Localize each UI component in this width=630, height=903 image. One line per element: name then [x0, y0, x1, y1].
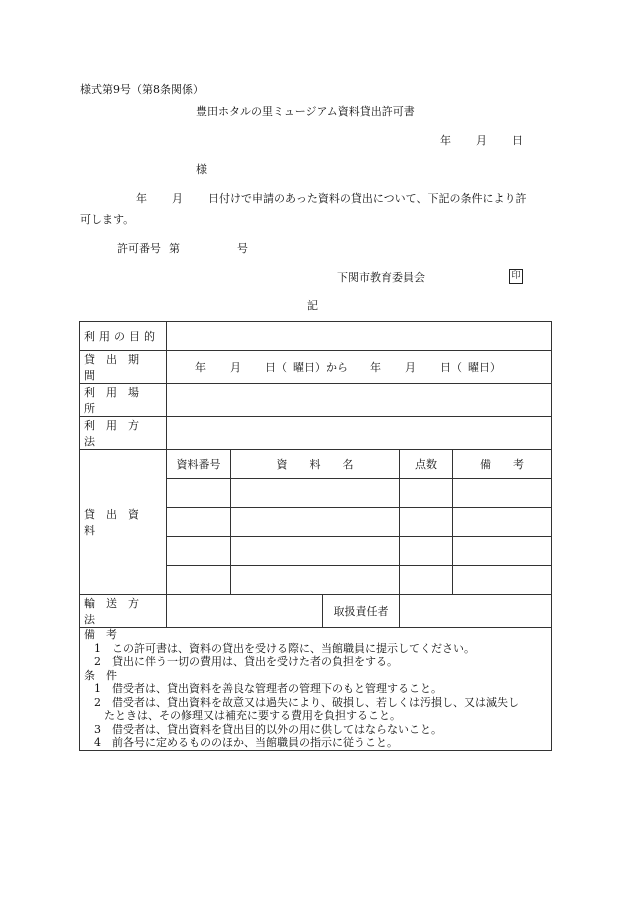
- material-count-cell[interactable]: [400, 508, 453, 537]
- handler-label: 取扱責任者: [323, 595, 400, 628]
- application-year: 年: [136, 192, 147, 205]
- material-name-cell[interactable]: [231, 566, 400, 595]
- material-number-cell[interactable]: [167, 508, 231, 537]
- method-field[interactable]: [167, 417, 552, 450]
- issue-date: [440, 135, 523, 146]
- period-m1: 月: [230, 361, 241, 374]
- period-dow1: 曜日）から: [293, 361, 348, 374]
- materials-header-row: [80, 450, 552, 479]
- material-count-cell[interactable]: [400, 566, 453, 595]
- col-header-number: 資料番号: [167, 450, 231, 479]
- period-d2: 日（: [440, 361, 462, 374]
- period-y2: 年: [370, 361, 381, 374]
- conditions-heading: 条 件: [84, 668, 117, 682]
- purpose-label: 利用の目的: [80, 322, 167, 351]
- material-count-cell[interactable]: [400, 479, 453, 508]
- transport-field[interactable]: [167, 595, 323, 628]
- period-m2: 月: [405, 361, 416, 374]
- purpose-row: [80, 322, 552, 351]
- body-text-rest: 日付けで申請のあった資料の貸出について、下記の条件により許: [208, 192, 527, 205]
- date-day: 日: [512, 134, 523, 147]
- method-label: 利用方法: [80, 417, 167, 450]
- material-name-cell[interactable]: [231, 479, 400, 508]
- remarks-heading: 備 考: [84, 628, 117, 641]
- transport-label: 輸送方法: [80, 595, 167, 628]
- form-number: 様式第9号（第8条関係）: [80, 83, 204, 96]
- material-remarks-cell[interactable]: [453, 537, 552, 566]
- conditions-item: 4 前各号に定めるもののほか、当館職員の指示に従うこと。: [94, 736, 398, 749]
- handler-field[interactable]: [400, 595, 552, 628]
- material-number-cell[interactable]: [167, 479, 231, 508]
- remarks-item: 2 貸出に伴う一切の費用は、貸出を受けた者の負担をする。: [94, 655, 398, 668]
- permit-number-line: [117, 243, 248, 254]
- period-row: [80, 351, 552, 384]
- date-year: 年: [440, 134, 451, 147]
- conditions-item: 1 借受者は、貸出資料を善良な管理者の管理下のもと管理すること。: [94, 682, 442, 695]
- purpose-field[interactable]: [167, 322, 552, 351]
- place-label: 利用場所: [80, 384, 167, 417]
- addressee-suffix: 様: [196, 163, 207, 176]
- period-field[interactable]: [167, 351, 552, 384]
- conditions-item: 2 借受者は、貸出資料を故意又は過失により、破損し、若しくは汚損し、又は滅失し: [94, 695, 519, 709]
- period-label: 貸出期間: [80, 351, 167, 384]
- col-header-count: 点数: [400, 450, 453, 479]
- material-count-cell[interactable]: [400, 537, 453, 566]
- permit-dai: 第: [169, 242, 180, 255]
- material-remarks-cell[interactable]: [453, 566, 552, 595]
- permit-number-label: 許可番号: [117, 242, 161, 255]
- material-name-cell[interactable]: [231, 508, 400, 537]
- seal-mark: 印: [509, 269, 523, 284]
- material-remarks-cell[interactable]: [453, 479, 552, 508]
- period-y1: 年: [195, 361, 206, 374]
- conditions-item: 3 借受者は、貸出資料を貸出目的以外の用に供してはならないこと。: [94, 722, 442, 736]
- col-header-remarks: 備 考: [453, 450, 552, 479]
- remarks-item: 1 この許可書は、資料の貸出を受ける際に、当館職員に提示してください。: [94, 641, 475, 655]
- body-text-line2: 可します。: [80, 213, 135, 226]
- material-name-cell[interactable]: [231, 537, 400, 566]
- material-number-cell[interactable]: [167, 537, 231, 566]
- method-row: [80, 417, 552, 450]
- transport-row: [80, 595, 552, 628]
- conditions-item-continued: たときは、その修理又は補充に要する費用を負担すること。: [104, 709, 401, 722]
- ki-heading: 記: [307, 299, 318, 312]
- permit-go: 号: [237, 242, 248, 255]
- application-month: 月: [172, 192, 183, 205]
- place-field[interactable]: [167, 384, 552, 417]
- document-title: 豊田ホタルの里ミュージアム資料貸出許可書: [196, 105, 415, 118]
- materials-label: 貸出資料: [80, 450, 167, 595]
- place-row: [80, 384, 552, 417]
- body-text-line1: [136, 193, 526, 204]
- period-d1: 日（: [265, 361, 287, 374]
- period-dow2: 曜日）: [468, 361, 501, 374]
- notes-row: [80, 628, 552, 751]
- issuer-name: 下関市教育委員会: [337, 271, 425, 284]
- material-remarks-cell[interactable]: [453, 508, 552, 537]
- date-month: 月: [476, 134, 487, 147]
- notes-cell: [80, 628, 552, 751]
- permit-form-table: [79, 321, 552, 751]
- col-header-name: 資 料 名: [231, 450, 400, 479]
- material-number-cell[interactable]: [167, 566, 231, 595]
